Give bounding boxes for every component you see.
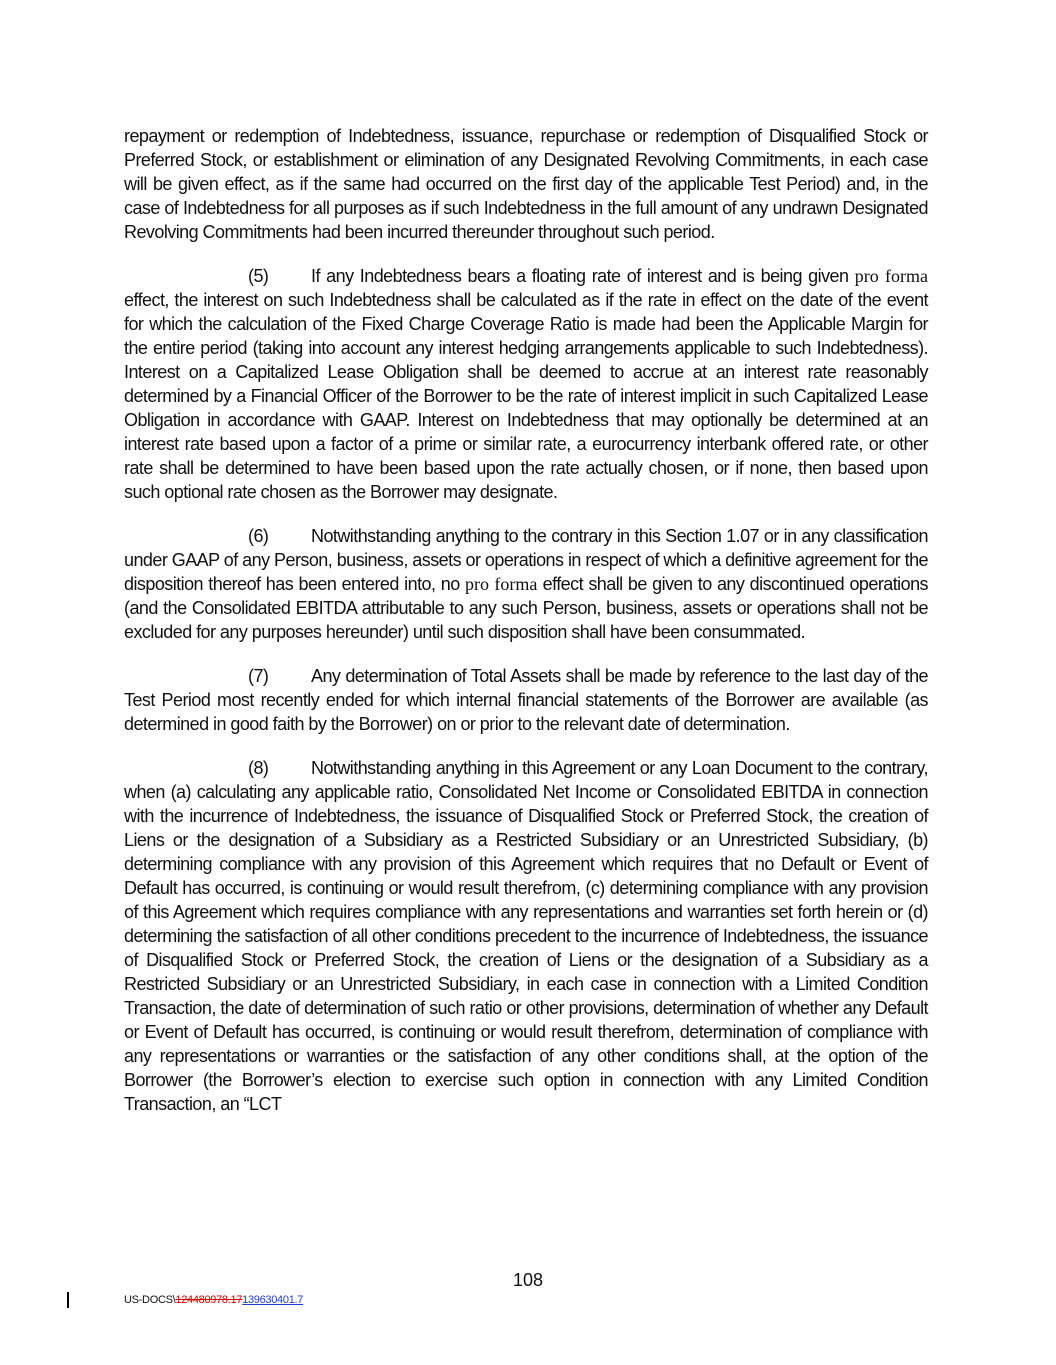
paragraph-6 xyxy=(124,524,928,644)
paragraph-8 xyxy=(124,756,928,1116)
document-id-footer xyxy=(124,1294,303,1306)
paragraph-5 xyxy=(124,264,928,504)
paragraph-5-number: (5) xyxy=(248,266,269,286)
paragraph-7 xyxy=(124,664,928,736)
paragraph-6-term: pro forma xyxy=(464,574,538,594)
paragraph-8-text: Notwithstanding anything in this Agreement or any Loan Document to the contrary, when (a) calculating any applicable ratio, Consolidated Net Income or Consolidated EBITDA in connection with the incurrence of Indebtedness, the issuance of Disqualified Stock or Preferred Stock, the creation of Liens or the designation of a Subsidiary as a Restricted Subsidiary or an Unrestricted Subsidiary, (b) determining compliance with any provision of this Agreement which requires that no Default or Event of Default has occurred, is continuing or would result therefrom, (c) determining compliance with any provision of this Agreement which requires compliance with any representations and warranties set forth herein or (d) determining the satisfaction of all other conditions precedent to the incurrence of Indebtedness, the issuance of Disqualified Stock or Preferred Stock, the creation of Liens or the designation of a Subsidiary as a Restricted Subsidiary or an Unrestricted Subsidiary, in each case in connection with a Limited Condition Transaction, the date of determination of such ratio or other provisions, determination of whether any Default or Event of Default has occurred, is continuing or would result therefrom, determination of compliance with any representations or warranties or the satisfaction of any other conditions shall, at the option of the Borrower (the Borrower’s election to exercise such option in connection with any Limited Condition Transaction, an “LCT xyxy=(124,758,928,1114)
paragraph-6-text-b: effect shall be given to any discontinued operations (and the Consolidated EBITDA attributable to any such Person, business, assets or operations shall not be excluded for any purposes hereunder) until such disposition shall have been consummated. xyxy=(124,574,928,642)
paragraph-5-text-b: effect, the interest on such Indebtedness shall be calculated as if the rate in effect on the date of the event for which the calculation of the Fixed Charge Coverage Ratio is made had been the Applicable Margin for the entire period (taking into account any interest hedging arrangements applicable to such Indebtedness). Interest on a Capitalized Lease Obligation shall be deemed to accrue at an interest rate reasonably determined by a Financial Officer of the Borrower to be the rate of interest implicit in such Capitalized Lease Obligation in accordance with GAAP. Interest on Indebtedness that may optionally be determined at an interest rate based upon a factor of a prime or similar rate, a eurocurrency interbank offered rate, or other rate shall be determined to have been based upon the rate actually chosen, or if none, then based upon such optional rate chosen as the Borrower may designate. xyxy=(124,290,928,502)
paragraph-continued: repayment or redemption of Indebtedness, issuance, repurchase or redemption of Disqualified Stock or Preferred Stock, or establishment or elimination of any Designated Revolving Commitments, in each case will be given effect, as if the same had occurred on the first day of the applicable Test Period) and, in the case of Indebtedness for all purposes as if such Indebtedness in the full amount of any undrawn Designated Revolving Commitments had been incurred thereunder throughout such period. xyxy=(124,126,928,242)
doc-id-prefix: US-DOCS\ xyxy=(124,1294,176,1306)
paragraph-5-text-a: If any Indebtedness bears a floating rate of interest and is being given xyxy=(311,266,855,286)
paragraph-5-term: pro forma xyxy=(854,266,928,286)
change-bar xyxy=(67,1292,69,1308)
doc-id-inserted: 139630401.7 xyxy=(242,1294,304,1306)
doc-id-deleted: 124480978.17 xyxy=(175,1294,243,1306)
paragraph-6-text-a: Notwithstanding anything to the contrary in this Section 1.07 or in any classification under GAAP of any Person, business, assets or operations in respect of which a definitive agreement for the disposition thereof has been entered into, no xyxy=(124,526,928,594)
paragraph-8-number: (8) xyxy=(248,758,269,778)
paragraph-7-number: (7) xyxy=(248,666,269,686)
page-number: 108 xyxy=(512,1270,544,1290)
paragraph-7-text: Any determination of Total Assets shall be made by reference to the last day of the Test Period most recently ended for which internal financial statements of the Borrower are available (as determined in good faith by the Borrower) on or prior to the relevant date of determination. xyxy=(124,666,928,734)
document-body xyxy=(124,124,928,1136)
paragraph-6-number: (6) xyxy=(248,526,269,546)
